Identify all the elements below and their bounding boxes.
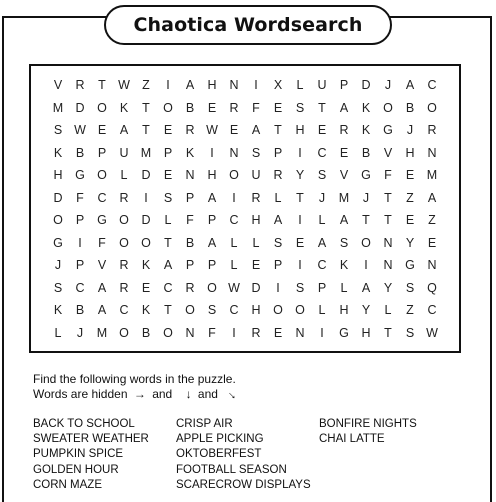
grid-letter: G (361, 168, 371, 183)
grid-letter: L (384, 303, 392, 318)
grid-letter: P (317, 280, 327, 295)
grid-letter: K (53, 145, 63, 160)
grid-letter: J (362, 190, 370, 205)
grid-letter: O (295, 303, 305, 318)
grid-letter: B (185, 100, 195, 115)
grid-letter: I (166, 78, 170, 93)
grid-letter: O (427, 100, 437, 115)
grid-letter: D (141, 168, 151, 183)
word-list-item: CRISP AIR (176, 418, 233, 430)
grid-letter: B (141, 325, 151, 340)
grid-letter: E (163, 168, 173, 183)
grid-letter: J (384, 78, 392, 93)
grid-letter: E (295, 235, 305, 250)
grid-letter: E (317, 123, 327, 138)
grid-letter: P (75, 258, 85, 273)
grid-letter: A (273, 213, 283, 228)
grid-letter: O (119, 213, 129, 228)
grid-letter: P (339, 78, 349, 93)
grid-letter: O (185, 303, 195, 318)
grid-letter: A (97, 303, 107, 318)
word-list-column-2 (176, 417, 311, 493)
arrow-diagonal-icon: → (224, 384, 243, 404)
grid-letter: K (141, 303, 151, 318)
grid-letter: A (317, 235, 327, 250)
grid-letter: E (229, 123, 239, 138)
grid-letter: I (210, 145, 214, 160)
word-list-item: OKTOBERFEST (176, 448, 262, 461)
grid-letter: C (97, 190, 107, 205)
grid-letter: T (384, 213, 392, 228)
grid-letter: E (163, 123, 173, 138)
grid-letter: M (52, 100, 64, 115)
grid-letter: O (97, 100, 107, 115)
grid-letter: D (251, 280, 261, 295)
instructions-line-2 (33, 384, 243, 404)
grid-letter: H (207, 168, 217, 183)
grid-letter: N (229, 145, 239, 160)
grid-letter: A (405, 78, 415, 93)
grid-letter: A (251, 123, 261, 138)
grid-letter: L (54, 325, 62, 340)
grid-letter: Z (428, 213, 436, 228)
grid-letter: I (232, 325, 236, 340)
word-list-item: FOOTBALL SEASON (176, 463, 287, 476)
grid-letter: V (53, 78, 63, 93)
grid-letter: E (405, 168, 415, 183)
grid-letter: I (320, 325, 324, 340)
grid-letter: P (273, 145, 283, 160)
grid-letter: O (163, 325, 173, 340)
title-text: Chaotica Wordsearch (133, 14, 363, 36)
grid-letter: T (98, 78, 106, 93)
grid-letter: R (273, 168, 283, 183)
grid-letter: I (232, 190, 236, 205)
grid-letter: R (75, 78, 85, 93)
grid-letter: T (164, 303, 172, 318)
grid-letter: J (76, 325, 84, 340)
grid-letter: A (163, 258, 173, 273)
grid-letter: O (163, 100, 173, 115)
grid-letter: T (318, 100, 326, 115)
grid-letter: L (296, 78, 304, 93)
grid-letter: T (384, 325, 392, 340)
grid-letter: F (208, 325, 216, 340)
grid-letter: T (384, 190, 392, 205)
word-list-item: CHAI LATTE (319, 433, 385, 446)
grid-letter: N (427, 145, 437, 160)
grid-letter: I (144, 190, 148, 205)
grid-letter: S (207, 303, 217, 318)
grid-letter: L (318, 303, 326, 318)
grid-letter: R (119, 280, 129, 295)
grid-letter: S (53, 123, 63, 138)
grid-letter: C (229, 213, 239, 228)
grid-letter: F (384, 168, 392, 183)
grid-letter: S (405, 325, 415, 340)
grid-letter: J (406, 123, 414, 138)
grid-letter: Q (427, 280, 437, 295)
grid-letter: H (251, 213, 261, 228)
grid-letter: S (339, 235, 349, 250)
instructions (33, 372, 243, 404)
word-list-item: GOLDEN HOUR (33, 463, 119, 476)
grid-letter: B (75, 145, 85, 160)
grid-letter: R (427, 123, 437, 138)
grid-letter: U (251, 168, 261, 183)
grid-letter: O (141, 235, 151, 250)
letter-grid (47, 74, 443, 344)
grid-letter: H (339, 303, 349, 318)
instructions-prefix: Words are hidden (33, 387, 128, 401)
grid-letter: A (339, 213, 349, 228)
grid-letter: T (164, 235, 172, 250)
grid-letter: P (207, 258, 217, 273)
grid-letter: E (405, 213, 415, 228)
word-list-item: BACK TO SCHOOL (33, 418, 135, 430)
grid-letter: H (361, 325, 371, 340)
grid-letter: T (362, 213, 370, 228)
grid-letter: I (298, 213, 302, 228)
grid-letter: Z (406, 190, 414, 205)
grid-letter: V (339, 168, 349, 183)
grid-letter: D (141, 213, 151, 228)
grid-letter: W (228, 280, 240, 295)
grid-letter: P (273, 258, 283, 273)
grid-letter: C (229, 303, 239, 318)
grid-letter: A (207, 235, 217, 250)
grid-letter: L (252, 235, 260, 250)
grid-letter: N (229, 78, 239, 93)
grid-letter: Z (406, 303, 414, 318)
grid-letter: O (119, 235, 129, 250)
grid-letter: W (74, 123, 86, 138)
grid-letter: H (405, 145, 415, 160)
word-list-item: SCARECROW DISPLAYS (176, 478, 311, 491)
grid-letter: R (251, 190, 261, 205)
grid-letter: L (340, 280, 348, 295)
grid-letter: F (252, 100, 260, 115)
word-list-item: BONFIRE NIGHTS (319, 418, 417, 430)
grid-letter: U (317, 78, 327, 93)
grid-letter: W (426, 325, 438, 340)
grid-letter: D (75, 100, 85, 115)
grid-letter: N (383, 258, 393, 273)
grid-letter: M (338, 190, 350, 205)
grid-letter: N (383, 235, 393, 250)
grid-letter: N (185, 325, 195, 340)
grid-letter: L (230, 258, 238, 273)
grid-letter: E (339, 145, 349, 160)
grid-letter: I (298, 258, 302, 273)
grid-letter: R (229, 100, 239, 115)
grid-letter: N (295, 325, 305, 340)
grid-letter: M (140, 145, 152, 160)
grid-letter: I (276, 280, 280, 295)
grid-letter: G (339, 325, 349, 340)
grid-letter: I (298, 145, 302, 160)
grid-letter: A (185, 78, 195, 93)
grid-letter: E (207, 100, 217, 115)
grid-letter: C (317, 145, 327, 160)
page-title (104, 5, 392, 45)
grid-letter: W (206, 123, 218, 138)
grid-letter: S (251, 145, 261, 160)
grid-letter: B (75, 303, 85, 318)
grid-letter: P (207, 213, 217, 228)
arrow-right-icon: → (133, 387, 146, 401)
grid-letter: Y (295, 168, 305, 183)
grid-letter: A (427, 190, 437, 205)
grid-letter: K (361, 100, 371, 115)
grid-letter: O (119, 325, 129, 340)
grid-letter: Y (361, 303, 371, 318)
grid-letter: L (318, 213, 326, 228)
grid-letter: P (185, 258, 195, 273)
grid-letter: E (273, 325, 283, 340)
grid-letter: L (230, 235, 238, 250)
grid-letter: A (97, 280, 107, 295)
grid-letter: V (97, 258, 107, 273)
grid-letter: S (405, 280, 415, 295)
grid-letter: I (78, 235, 82, 250)
grid-letter: E (141, 280, 151, 295)
grid-letter: F (76, 190, 84, 205)
and-text-1: and (152, 387, 173, 401)
grid-letter: P (97, 145, 107, 160)
grid-letter: A (207, 190, 217, 205)
grid-letter: A (361, 280, 371, 295)
grid-letter: K (361, 123, 371, 138)
grid-letter: F (186, 213, 194, 228)
grid-letter: S (317, 168, 327, 183)
grid-letter: B (405, 100, 415, 115)
grid-letter: O (273, 303, 283, 318)
grid-letter: C (163, 280, 173, 295)
grid-letter: G (97, 213, 107, 228)
grid-letter: R (185, 280, 195, 295)
grid-letter: Y (383, 280, 393, 295)
grid-letter: K (339, 258, 349, 273)
word-list-column-1 (33, 417, 149, 493)
grid-letter: W (118, 78, 130, 93)
grid-letter: C (119, 303, 129, 318)
grid-letter: H (53, 168, 63, 183)
grid-letter: M (96, 325, 108, 340)
grid-letter: T (142, 123, 150, 138)
grid-letter: N (427, 258, 437, 273)
instructions-line-1: Find the following words in the puzzle. (33, 372, 236, 386)
puzzle-grid-box (29, 64, 461, 353)
grid-letter: R (119, 258, 129, 273)
grid-letter: G (75, 168, 85, 183)
grid-letter: G (53, 235, 63, 250)
grid-letter: K (185, 145, 195, 160)
grid-letter: C (75, 280, 85, 295)
grid-letter: N (185, 168, 195, 183)
grid-letter: P (185, 190, 195, 205)
grid-letter: H (295, 123, 305, 138)
grid-letter: O (53, 213, 63, 228)
grid-letter: K (119, 100, 129, 115)
grid-letter: B (185, 235, 195, 250)
grid-letter: T (296, 190, 304, 205)
grid-letter: T (142, 100, 150, 115)
grid-letter: C (427, 78, 437, 93)
grid-letter: R (339, 123, 349, 138)
grid-letter: S (273, 235, 283, 250)
grid-letter: O (97, 168, 107, 183)
grid-letter: U (119, 145, 129, 160)
grid-letter: O (229, 168, 239, 183)
grid-letter: A (119, 123, 129, 138)
grid-letter: I (364, 258, 368, 273)
grid-letter: M (426, 168, 438, 183)
grid-letter: X (273, 78, 283, 93)
word-list-item: SWEATER WEATHER (33, 433, 149, 446)
grid-letter: C (317, 258, 327, 273)
grid-letter: R (119, 190, 129, 205)
grid-letter: S (53, 280, 63, 295)
word-list-item: PUMPKIN SPICE (33, 448, 124, 461)
grid-letter: J (318, 190, 326, 205)
grid-letter: L (274, 190, 282, 205)
grid-letter: O (383, 100, 393, 115)
grid-letter: Z (142, 78, 150, 93)
grid-letter: R (251, 325, 261, 340)
grid-letter: B (361, 145, 371, 160)
grid-letter: C (427, 303, 437, 318)
grid-letter: S (295, 100, 305, 115)
grid-letter: F (98, 235, 106, 250)
grid-letter: H (207, 78, 217, 93)
grid-letter: H (251, 303, 261, 318)
grid-letter: L (120, 168, 128, 183)
grid-letter: P (75, 213, 85, 228)
and-text-2: and (197, 387, 218, 401)
grid-letter: J (54, 258, 62, 273)
grid-letter: D (53, 190, 63, 205)
grid-letter: E (251, 258, 261, 273)
grid-letter: G (383, 123, 393, 138)
grid-letter: V (383, 145, 393, 160)
grid-letter: O (361, 235, 371, 250)
grid-letter: E (97, 123, 107, 138)
grid-letter: T (274, 123, 282, 138)
arrow-down-icon: ↓ (185, 387, 192, 401)
grid-letter: S (163, 190, 173, 205)
grid-letter: A (339, 100, 349, 115)
grid-letter: E (427, 235, 437, 250)
grid-letter: K (53, 303, 63, 318)
grid-letter: P (163, 145, 173, 160)
grid-letter: L (164, 213, 172, 228)
word-list-item: CORN MAZE (33, 478, 102, 491)
word-list-column-3 (319, 417, 417, 447)
grid-letter: R (185, 123, 195, 138)
grid-letter: Y (405, 235, 415, 250)
grid-letter: D (361, 78, 371, 93)
grid-letter: I (254, 78, 258, 93)
grid-letter: K (141, 258, 151, 273)
grid-letter: G (405, 258, 415, 273)
word-list-item: APPLE PICKING (176, 433, 264, 446)
grid-letter: E (273, 100, 283, 115)
grid-letter: O (207, 280, 217, 295)
grid-letter: S (295, 280, 305, 295)
